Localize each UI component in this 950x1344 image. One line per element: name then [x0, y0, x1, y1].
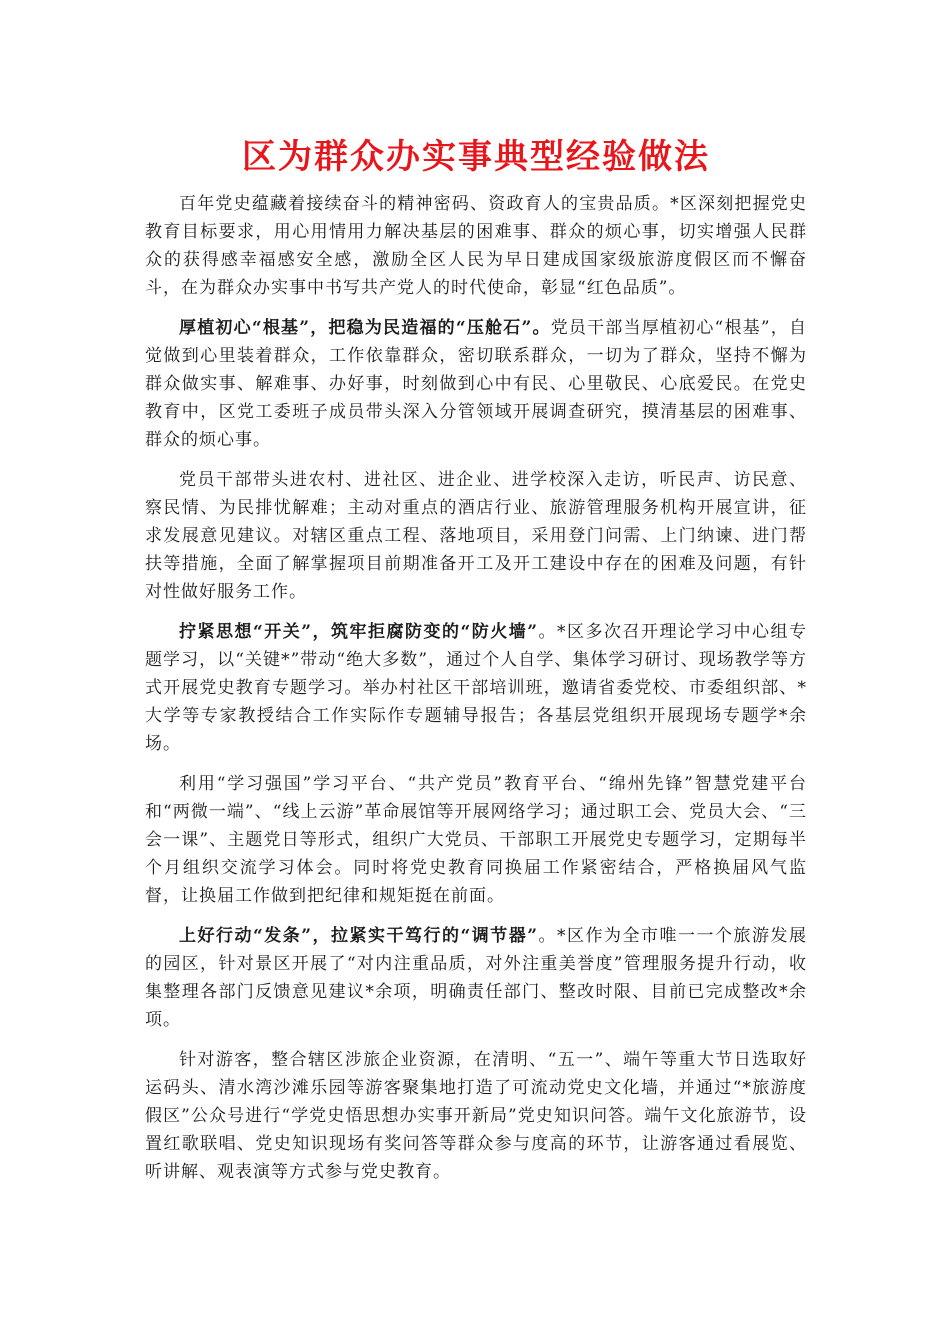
- paragraph-lead: 上好行动“发条”，拉紧实干笃行的“调节器”: [179, 926, 539, 946]
- paragraph-section-2: [145, 618, 807, 758]
- paragraph-section-3-detail: [145, 1046, 807, 1186]
- paragraph-section-2-detail: [145, 770, 807, 910]
- paragraph-section-1: [145, 314, 807, 454]
- paragraph-lead: 拧紧思想“开关”，筑牢拒腐防变的“防火墙”: [179, 622, 539, 642]
- paragraph-section-3: [145, 922, 807, 1034]
- paragraph-body: 。*区作为全市唯一一个旅游发展的园区，针对景区开展了“对内注重品质，对外注重美誉度”管理服务提升行动，收集整理各部门反馈意见建议*余项，明确责任部门、整改时限、目前已完成整改*余项。: [145, 926, 807, 1030]
- paragraph-section-1-detail: [145, 466, 807, 606]
- paragraph-intro: [145, 190, 807, 302]
- document-page: [145, 132, 807, 1198]
- paragraph-body: 针对游客，整合辖区涉旅企业资源，在清明、“五一”、端午等重大节日选取好运码头、清水湾沙滩乐园等游客聚集地打造了可流动党史文化墙，并通过“*旅游度假区”公众号进行“学党史悟思想办实事开新局”党史知识问答。端午文化旅游节，设置红歌联唱、党史知识现场有奖问答等群众参与度高的环节，让游客通过看展览、听讲解、观表演等方式参与党史教育。: [145, 1050, 807, 1182]
- paragraph-body: 党员干部当厚植初心“根基”，自觉做到心里装着群众，工作依靠群众，密切联系群众，一切为了群众，坚持不懈为群众做实事、解难事、办好事，时刻做到心中有民、心里敬民、心底爱民。在党史教育中，区党工委班子成员带头深入分管领域开展调查研究，摸清基层的困难事、群众的烦心事。: [145, 318, 807, 450]
- paragraph-body: 党员干部带头进农村、进社区、进企业、进学校深入走访，听民声、访民意、察民情、为民排忧解难；主动对重点的酒店行业、旅游管理服务机构开展宣讲，征求发展意见建议。对辖区重点工程、落地项目，采用登门问需、上门纳谏、进门帮扶等措施，全面了解掌握项目前期准备开工及开工建设中存在的困难及问题，有针对性做好服务工作。: [145, 470, 807, 602]
- paragraph-lead: 厚植初心“根基”，把稳为民造福的“压舱石”。: [179, 318, 551, 338]
- paragraph-body: 百年党史蕴藏着接续奋斗的精神密码、资政育人的宝贵品质。*区深刻把握党史教育目标要求，用心用情用力解决基层的困难事、群众的烦心事，切实增强人民群众的获得感幸福感安全感，激励全区人民为早日建成国家级旅游度假区而不懈奋斗，在为群众办实事中书写共产党人的时代使命，彰显“红色品质”。: [145, 194, 807, 298]
- paragraph-body: 利用“学习强国”学习平台、“共产党员”教育平台、“绵州先锋”智慧党建平台和“两微一端”、“线上云游”革命展馆等开展网络学习；通过职工会、党员大会、“三会一课”、主题党日等形式，组织广大党员、干部职工开展党史专题学习，定期每半个月组织交流学习体会。同时将党史教育同换届工作紧密结合，严格换届风气监督，让换届工作做到把纪律和规矩挺在前面。: [145, 774, 807, 906]
- paragraph-body: 。*区多次召开理论学习中心组专题学习，以“关键*”带动“绝大多数”，通过个人自学、集体学习研讨、现场教学等方式开展党史教育专题学习。举办村社区干部培训班，邀请省委党校、市委组织部、*大学等专家教授结合工作实际作专题辅导报告；各基层党组织开展现场专题学*余场。: [145, 622, 807, 754]
- document-title: 区为群众办实事典型经验做法: [242, 137, 710, 177]
